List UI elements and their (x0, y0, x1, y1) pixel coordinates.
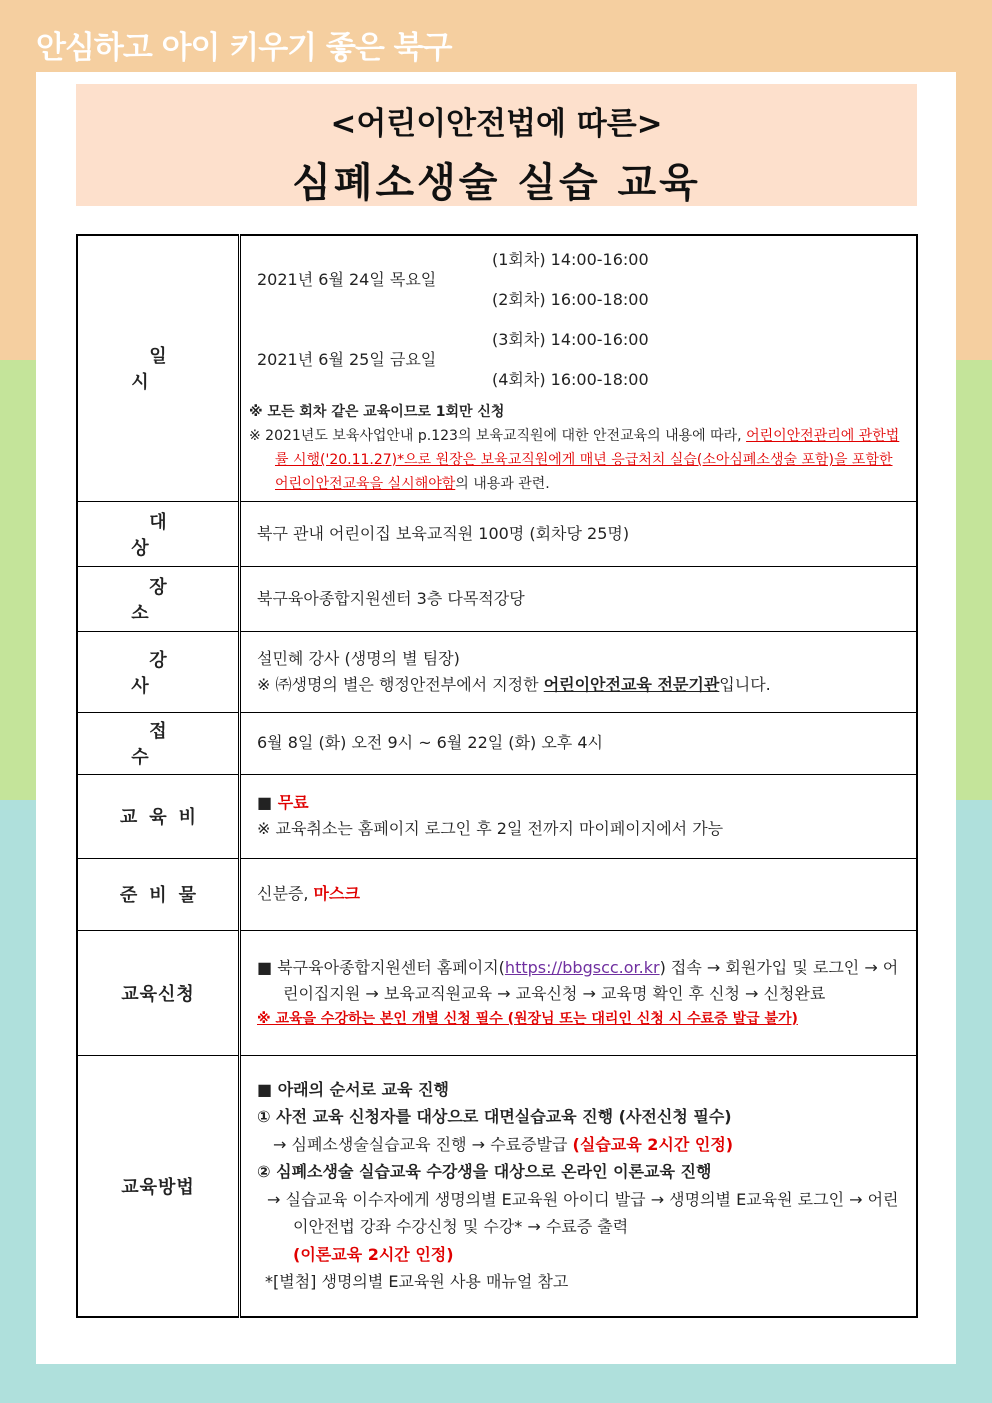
instructor-cell (240, 631, 918, 712)
method-step-2-credit: (이론교육 2시간 인정) (293, 1244, 454, 1264)
info-table (76, 234, 918, 1318)
schedule-date: 2021년 6월 24일 목요일 (257, 270, 437, 290)
schedule-day-1 (257, 240, 906, 320)
schedule-session: (4회차) 16:00-18:00 (492, 370, 649, 390)
place-value: 북구육아종합지원센터 3층 다목적강당 (240, 566, 918, 631)
fee-cell (240, 774, 918, 858)
schedule-day-2 (257, 320, 906, 400)
schedule-session: (2회차) 16:00-18:00 (492, 290, 649, 310)
slogan: 안심하고 아이 키우기 좋은 북구 (36, 30, 452, 66)
label-reception: 접 수 (77, 712, 240, 774)
method-step-1-sub: → 심폐소생술실습교육 진행 → 수료증발급 (실습교육 2시간 인정) (273, 1134, 734, 1154)
homepage-link[interactable]: https://bbgscc.or.kr (504, 957, 660, 977)
method-cell (240, 1055, 918, 1317)
label-method: 교육방법 (77, 1055, 240, 1317)
schedule-session: (3회차) 14:00-16:00 (492, 330, 649, 350)
reception-value: 6월 8일 (화) 오전 9시 ~ 6월 22일 (화) 오후 4시 (240, 712, 918, 774)
method-step-1: ① 사전 교육 신청자를 대상으로 대면실습교육 진행 (사전신청 필수) (257, 1107, 732, 1127)
label-schedule: 일 시 (77, 235, 240, 501)
row-method (77, 1055, 917, 1317)
row-schedule (77, 235, 917, 501)
row-apply (77, 930, 917, 1055)
schedule-cell (240, 235, 918, 501)
row-instructor (77, 631, 917, 712)
schedule-note-law-highlight: 어린이안전관리에 관한법률 시행('20.11.27)*으로 원장은 보육교직원에게 매년 응급처치 실습(소아심폐소생술 포함)을 포함한 어린이안전교육을 실시해야함 (275, 428, 900, 493)
label-fee: 교육비 (77, 774, 240, 858)
label-apply: 교육신청 (77, 930, 240, 1055)
title-subtitle: <어린이안전법에 따른> (330, 106, 663, 142)
label-target: 대 상 (77, 501, 240, 566)
label-instructor: 강 사 (77, 631, 240, 712)
fee-note: ※ 교육취소는 홈페이지 로그인 후 2일 전까지 마이페이지에서 가능 (257, 819, 724, 838)
method-footnote: *[별첨] 생명의별 E교육원 사용 매뉴얼 참고 (265, 1272, 569, 1292)
bullet-square-icon: ■ (257, 793, 278, 812)
schedule-note-law: ※ 2021년도 보육사업안내 p.123의 보육교직원에 대한 안전교육의 내용에 따라, 어린이안전관리에 관한법률 시행('20.11.27)*으로 원장은 보육교직원에게 매년 응급처치 실습(소아심폐소생술 포함)을 포함한 어린이안전교육을 실시해야함의 내용과 관련. (249, 428, 900, 493)
label-place: 장 소 (77, 566, 240, 631)
prep-value: 신분증, 마스크 (240, 858, 918, 930)
apply-note: ※ 교육을 수강하는 본인 개별 신청 필수 (원장님 또는 대리인 신청 시 수료증 발급 불가) (257, 1010, 798, 1027)
target-value: 북구 관내 어린이집 보육교직원 100명 (회차당 25명) (240, 501, 918, 566)
row-target (77, 501, 917, 566)
row-reception (77, 712, 917, 774)
schedule-date: 2021년 6월 25일 금요일 (257, 350, 437, 370)
apply-cell (240, 930, 918, 1055)
row-place (77, 566, 917, 631)
method-step-2: ② 심폐소생술 실습교육 수강생을 대상으로 온라인 이론교육 진행 (257, 1162, 712, 1182)
instructor-note: ※ ㈜생명의 별은 행정안전부에서 지정한 어린이안전교육 전문기관입니다. (257, 674, 771, 694)
title-box (76, 84, 917, 206)
apply-steps: ■ 북구육아종합지원센터 홈페이지(https://bbgscc.or.kr) 접속 → 회원가입 및 로그인 → 어린이집지원 → 보육교직원교육 → 교육신청 → 교육명 확인 후 신청 → 신청완료 (257, 957, 899, 1003)
schedule-session: (1회차) 14:00-16:00 (492, 250, 649, 270)
method-intro: ■ 아래의 순서로 교육 진행 (257, 1079, 449, 1099)
fee-value: ■ 무료 (257, 793, 309, 812)
schedule-note-once: ※ 모든 회차 같은 교육이므로 1회만 신청 (249, 404, 505, 421)
page-title: 심폐소생술 실습 교육 (292, 160, 701, 206)
row-fee (77, 774, 917, 858)
row-prep (77, 858, 917, 930)
method-step-2-sub: → 실습교육 이수자에게 생명의별 E교육원 아이디 발급 → 생명의별 E교육원 로그인 → 어린이안전법 강좌 수강신청 및 수강* → 수료증 출력 (267, 1189, 899, 1237)
instructor-value: 설민혜 강사 (생명의 별 팀장) (257, 648, 460, 668)
label-prep: 준비물 (77, 858, 240, 930)
